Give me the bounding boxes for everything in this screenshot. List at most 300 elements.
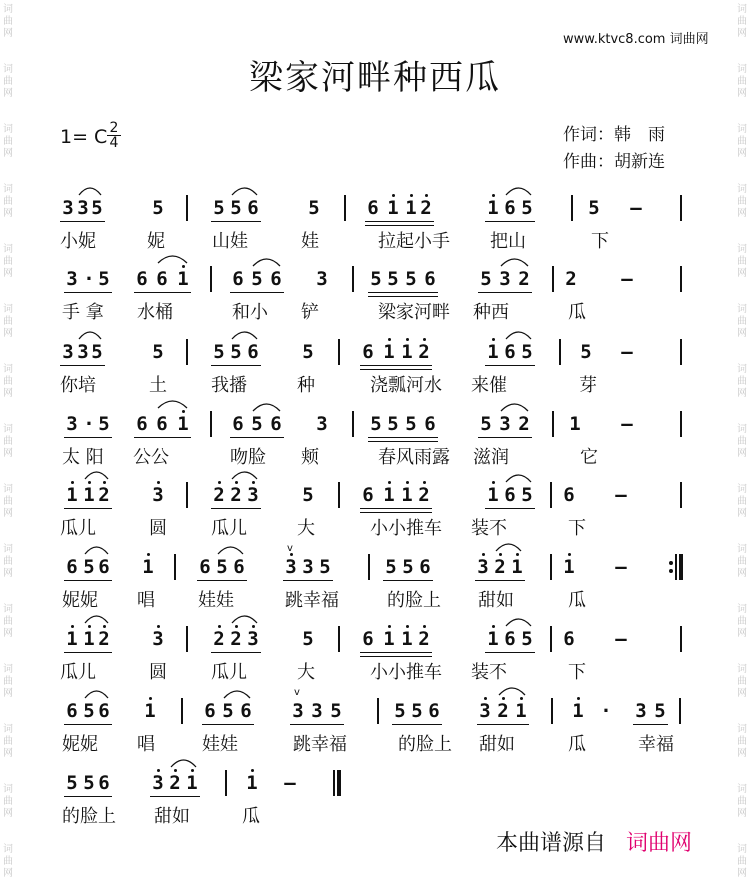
watermark-char: 曲 — [3, 616, 13, 627]
underline-beam — [383, 580, 433, 581]
octave-dot — [492, 194, 495, 197]
slur-arc — [231, 184, 258, 196]
octave-dot — [157, 481, 160, 484]
watermark-char: 网 — [3, 688, 13, 699]
note: 6 — [504, 484, 516, 506]
watermark-char: 词 — [737, 424, 747, 435]
slur-arc — [500, 400, 529, 412]
note: 5 — [152, 197, 164, 219]
note: 2 — [98, 484, 110, 506]
note: 5 — [230, 197, 242, 219]
underline-beam — [134, 292, 191, 293]
lyric-text: 拉起小手 — [378, 231, 450, 252]
note: 1 — [186, 772, 198, 794]
underline-beam — [633, 724, 668, 725]
note: 5 — [302, 484, 314, 506]
lyric-text: 它 — [580, 447, 598, 468]
note: 2 — [98, 628, 110, 650]
time-signature-numerator: 2 — [107, 121, 121, 136]
note: 5 — [302, 628, 314, 650]
note: 5 — [385, 556, 397, 578]
watermark-char: 词 — [737, 844, 747, 855]
bar-line — [352, 411, 354, 437]
lyric-text: 种 — [297, 375, 315, 396]
octave-dot — [191, 769, 194, 772]
octave-dot — [182, 265, 185, 268]
watermark-char: 网 — [737, 568, 747, 579]
watermark-char: 曲 — [3, 136, 13, 147]
note: 3 — [247, 484, 259, 506]
watermark-char: 曲 — [3, 256, 13, 267]
watermark-char: 词 — [3, 484, 13, 495]
underline-beam — [134, 437, 191, 438]
lyric-text: 跳幸福 — [293, 734, 347, 755]
note: – — [615, 484, 627, 506]
watermark-char: 网 — [3, 568, 13, 579]
watermark-char: 词 — [3, 304, 13, 315]
note: 5 — [222, 700, 234, 722]
watermark-char: 网 — [3, 508, 13, 519]
lyric-text: 梁家河畔 — [378, 302, 450, 323]
underline-beam — [64, 437, 112, 438]
underline-beam — [368, 441, 438, 442]
watermark-char: 网 — [737, 748, 747, 759]
bar-line — [680, 266, 682, 292]
note: 5 — [411, 700, 423, 722]
lyric-text: 大 — [297, 518, 315, 539]
note: 6 — [204, 700, 216, 722]
song-title: 梁家河畔种西瓜 — [249, 58, 501, 98]
watermark-char: 曲 — [737, 616, 747, 627]
lyric-text: 和小 — [232, 302, 268, 323]
note: 5 — [213, 341, 225, 363]
watermark-char: 网 — [3, 448, 13, 459]
bar-line — [338, 339, 340, 365]
watermark-char: 词 — [737, 244, 747, 255]
note: 5 — [654, 700, 666, 722]
slur-arc — [498, 684, 526, 696]
octave-dot — [147, 553, 150, 556]
underline-beam — [360, 369, 432, 370]
slur-arc — [84, 543, 109, 555]
note: 5 — [230, 341, 242, 363]
lyric-text: 颊 — [301, 447, 319, 468]
note: 3 — [66, 413, 78, 435]
note: 3 — [62, 341, 74, 363]
underline-beam — [64, 292, 112, 293]
octave-dot — [502, 697, 505, 700]
note: 3 — [316, 413, 328, 435]
note: 3 — [152, 628, 164, 650]
underline-beam — [485, 221, 535, 222]
note: 6 — [199, 556, 211, 578]
note: 5 — [83, 700, 95, 722]
watermark-char: 网 — [737, 88, 747, 99]
note: 2 — [418, 628, 430, 650]
note: 2 — [213, 484, 225, 506]
note: 5 — [91, 197, 103, 219]
note: 2 — [418, 341, 430, 363]
bar-line — [181, 698, 183, 724]
watermark-char: 词 — [737, 544, 747, 555]
lyric-text: 土 — [149, 375, 167, 396]
underline-beam — [368, 296, 438, 297]
watermark-char: 曲 — [3, 16, 13, 27]
bar-line — [550, 626, 552, 652]
octave-dot — [88, 481, 91, 484]
note: – — [284, 772, 296, 794]
lyric-text: 瓜 — [568, 590, 586, 611]
underline-beam — [60, 221, 105, 222]
watermark-char: 网 — [737, 28, 747, 39]
note: – — [621, 268, 633, 290]
underline-beam — [360, 656, 432, 657]
watermark-char: 词 — [3, 724, 13, 735]
slur-arc — [223, 687, 251, 699]
watermark-char: 词 — [737, 784, 747, 795]
underline-beam — [477, 724, 529, 725]
watermark-char: 曲 — [737, 376, 747, 387]
watermark-char: 词 — [3, 124, 13, 135]
note: 6 — [270, 413, 282, 435]
note: 2 — [213, 628, 225, 650]
note: 5 — [302, 341, 314, 363]
watermark-char: 词 — [737, 124, 747, 135]
watermark-char: 网 — [737, 808, 747, 819]
note: 1 — [83, 628, 95, 650]
watermark-char: 曲 — [737, 796, 747, 807]
repeat-dot — [669, 561, 673, 565]
note: 5 — [251, 268, 263, 290]
note: 5 — [330, 700, 342, 722]
underline-beam — [230, 437, 284, 438]
note: 1 — [383, 628, 395, 650]
lyric-text: 小妮 — [60, 231, 96, 252]
note: 6 — [98, 700, 110, 722]
watermark-char: 网 — [737, 688, 747, 699]
underline-beam — [211, 652, 261, 653]
note: 1 — [569, 413, 581, 435]
note: – — [630, 197, 642, 219]
octave-dot — [423, 338, 426, 341]
bar-line — [550, 482, 552, 508]
note: 2 — [418, 484, 430, 506]
underline-beam — [230, 292, 284, 293]
note: 6 — [362, 628, 374, 650]
note: 2 — [497, 700, 509, 722]
note: 1 — [144, 700, 156, 722]
octave-dot — [88, 625, 91, 628]
watermark-char: 网 — [3, 868, 13, 879]
watermark-char: 曲 — [3, 316, 13, 327]
underline-beam — [478, 292, 532, 293]
note: 6 — [504, 341, 516, 363]
note: 6 — [232, 268, 244, 290]
lyric-text: 妮妮 — [62, 590, 98, 611]
bar-line — [210, 266, 212, 292]
octave-dot — [103, 481, 106, 484]
lyric-text: 瓜儿 — [60, 518, 96, 539]
watermark-char: 网 — [737, 508, 747, 519]
note: 3 — [77, 197, 89, 219]
note: 3 — [477, 556, 489, 578]
note: 2 — [494, 556, 506, 578]
note: 6 — [419, 556, 431, 578]
watermark-char: 网 — [737, 328, 747, 339]
note: · — [600, 700, 612, 722]
note: 1 — [487, 341, 499, 363]
watermark-char: 词 — [3, 784, 13, 795]
note: 3 — [635, 700, 647, 722]
note: – — [615, 556, 627, 578]
note: 1 — [401, 341, 413, 363]
watermark-char: 曲 — [3, 196, 13, 207]
slur-arc — [500, 255, 529, 267]
octave-dot — [252, 625, 255, 628]
note: 1 — [66, 628, 78, 650]
underline-beam — [64, 580, 112, 581]
note: 1 — [515, 700, 527, 722]
note: – — [615, 628, 627, 650]
octave-dot — [423, 625, 426, 628]
watermark-char: 网 — [737, 628, 747, 639]
underline-beam — [64, 508, 112, 509]
lyric-text: 娃娃 — [202, 734, 238, 755]
bar-line — [368, 554, 370, 580]
note: 5 — [405, 413, 417, 435]
bar-line — [680, 626, 682, 652]
note: 1 — [572, 700, 584, 722]
bar-line — [550, 554, 552, 580]
watermark-char: 网 — [737, 148, 747, 159]
octave-dot — [103, 625, 106, 628]
lyric-text: 娃 — [301, 231, 319, 252]
note: 6 — [504, 628, 516, 650]
note: 5 — [387, 413, 399, 435]
bar-line — [680, 195, 682, 221]
lyric-text: 浇瓢河水 — [370, 375, 442, 396]
watermark-char: 曲 — [737, 676, 747, 687]
octave-dot — [492, 625, 495, 628]
key-signature: 1= C — [60, 126, 108, 148]
watermark-char: 词 — [3, 544, 13, 555]
note: 5 — [521, 197, 533, 219]
watermark-char: 网 — [3, 628, 13, 639]
underline-beam — [365, 225, 434, 226]
octave-dot — [252, 481, 255, 484]
underline-beam — [360, 652, 432, 653]
note: 6 — [136, 413, 148, 435]
octave-dot — [410, 194, 413, 197]
bar-line — [186, 626, 188, 652]
note: 6 — [367, 197, 379, 219]
octave-dot — [577, 697, 580, 700]
note: 6 — [232, 413, 244, 435]
lyric-text: 来催 — [471, 375, 507, 396]
watermark-char: 词 — [3, 844, 13, 855]
watermark-char: 曲 — [737, 316, 747, 327]
note: 1 — [383, 484, 395, 506]
octave-dot — [484, 697, 487, 700]
lyric-text: 装不 — [471, 662, 507, 683]
note: 1 — [401, 628, 413, 650]
note: 3 — [499, 413, 511, 435]
watermark-char: 网 — [3, 88, 13, 99]
note: 5 — [152, 341, 164, 363]
time-signature-denominator: 4 — [109, 135, 119, 151]
note: 6 — [247, 341, 259, 363]
end-bar-line — [679, 554, 683, 580]
watermark-char: 曲 — [737, 256, 747, 267]
octave-dot — [174, 769, 177, 772]
watermark-char: 词 — [737, 724, 747, 735]
lyric-text: 公公 — [133, 447, 169, 468]
watermark-char: 词 — [3, 664, 13, 675]
note: 5 — [66, 772, 78, 794]
slur-arc — [231, 468, 258, 480]
lyric-text: 瓜 — [568, 734, 586, 755]
underline-beam — [64, 724, 112, 725]
watermark-char: 网 — [3, 148, 13, 159]
slur-arc — [84, 468, 109, 480]
note: 1 — [177, 413, 189, 435]
watermark-char: 词 — [3, 244, 13, 255]
watermark-char: 词 — [737, 604, 747, 615]
watermark-char: 曲 — [737, 136, 747, 147]
watermark-char: 曲 — [3, 556, 13, 567]
bar-line — [559, 339, 561, 365]
slur-arc — [252, 400, 281, 412]
watermark-char: 网 — [3, 208, 13, 219]
watermark-char: 曲 — [3, 736, 13, 747]
octave-dot — [482, 553, 485, 556]
watermark-char: 曲 — [3, 856, 13, 867]
watermark-char: 曲 — [737, 736, 747, 747]
note: 5 — [213, 197, 225, 219]
lyric-text: 甜如 — [478, 590, 514, 611]
watermark-char: 网 — [3, 328, 13, 339]
time-signature — [107, 121, 121, 150]
bar-line — [174, 554, 176, 580]
lyric-text: 唱 — [137, 734, 155, 755]
lyric-text: 瓜儿 — [211, 662, 247, 683]
lyric-text: 幸福 — [638, 734, 674, 755]
note: 1 — [405, 197, 417, 219]
lyric-text: 手 拿 — [62, 302, 104, 323]
note: 3 — [247, 628, 259, 650]
note: 6 — [66, 700, 78, 722]
note: 3 — [66, 268, 78, 290]
bar-line — [225, 770, 227, 796]
lyric-text: 瓜 — [242, 806, 260, 827]
lyric-text: 下 — [568, 662, 586, 683]
watermark-char: 词 — [737, 4, 747, 15]
note: 1 — [487, 197, 499, 219]
watermark-char: 网 — [737, 448, 747, 459]
note: 5 — [405, 268, 417, 290]
lyric-text: 圆 — [149, 518, 167, 539]
bar-line — [571, 195, 573, 221]
bar-line — [680, 411, 682, 437]
watermark-char: 网 — [3, 268, 13, 279]
lyric-text: 大 — [297, 662, 315, 683]
note: 1 — [511, 556, 523, 578]
underline-beam — [197, 580, 247, 581]
underline-beam — [368, 437, 438, 438]
lyric-text: 芽 — [579, 375, 597, 396]
note: 5 — [370, 413, 382, 435]
octave-dot — [235, 481, 238, 484]
source-brand-link[interactable]: 词曲网 — [626, 831, 693, 856]
underline-beam — [360, 365, 432, 366]
slur-arc — [84, 612, 109, 624]
note: 5 — [83, 772, 95, 794]
slur-arc — [252, 255, 281, 267]
underline-beam — [368, 292, 438, 293]
octave-dot — [235, 625, 238, 628]
note: 1 — [142, 556, 154, 578]
octave-dot — [425, 194, 428, 197]
lyric-text: 圆 — [149, 662, 167, 683]
watermark-char: 曲 — [737, 16, 747, 27]
note: 5 — [98, 413, 110, 435]
note: – — [621, 413, 633, 435]
octave-dot — [218, 481, 221, 484]
bar-line — [338, 482, 340, 508]
underline-beam — [211, 221, 261, 222]
octave-dot — [568, 553, 571, 556]
underline-beam — [283, 580, 333, 581]
underline-beam — [290, 724, 344, 725]
note: 3 — [302, 556, 314, 578]
watermark-char: 曲 — [737, 76, 747, 87]
note: 6 — [98, 556, 110, 578]
source-note — [496, 826, 692, 857]
note: 3 — [152, 484, 164, 506]
note: 5 — [521, 628, 533, 650]
underline-beam — [485, 365, 535, 366]
end-bar-line — [337, 770, 341, 796]
note: 6 — [240, 700, 252, 722]
bar-line — [675, 554, 677, 580]
lyric-text: 下 — [568, 518, 586, 539]
octave-dot — [251, 769, 254, 772]
note: 1 — [83, 484, 95, 506]
watermark-char: 曲 — [737, 496, 747, 507]
note: 1 — [487, 484, 499, 506]
octave-dot — [71, 481, 74, 484]
octave-dot — [157, 769, 160, 772]
slur-arc — [505, 328, 532, 340]
watermark-char: 曲 — [737, 196, 747, 207]
lyricist-credit: 作词：韩 雨 — [563, 125, 665, 145]
lyric-text: 妮妮 — [62, 734, 98, 755]
watermark-char: 曲 — [3, 796, 13, 807]
watermark-strip-left — [0, 0, 16, 884]
watermark-char: 词 — [3, 604, 13, 615]
note: 6 — [98, 772, 110, 794]
lyric-text: 下 — [591, 231, 609, 252]
octave-dot — [182, 410, 185, 413]
watermark-char: 网 — [3, 28, 13, 39]
octave-dot — [392, 194, 395, 197]
watermark-char: 词 — [737, 364, 747, 375]
octave-dot — [516, 553, 519, 556]
note: 6 — [424, 268, 436, 290]
repeat-dot — [669, 569, 673, 573]
site-header-text[interactable]: www.ktvc8.com 词曲网 — [563, 32, 709, 47]
lyric-text: 春风雨露 — [378, 447, 450, 468]
